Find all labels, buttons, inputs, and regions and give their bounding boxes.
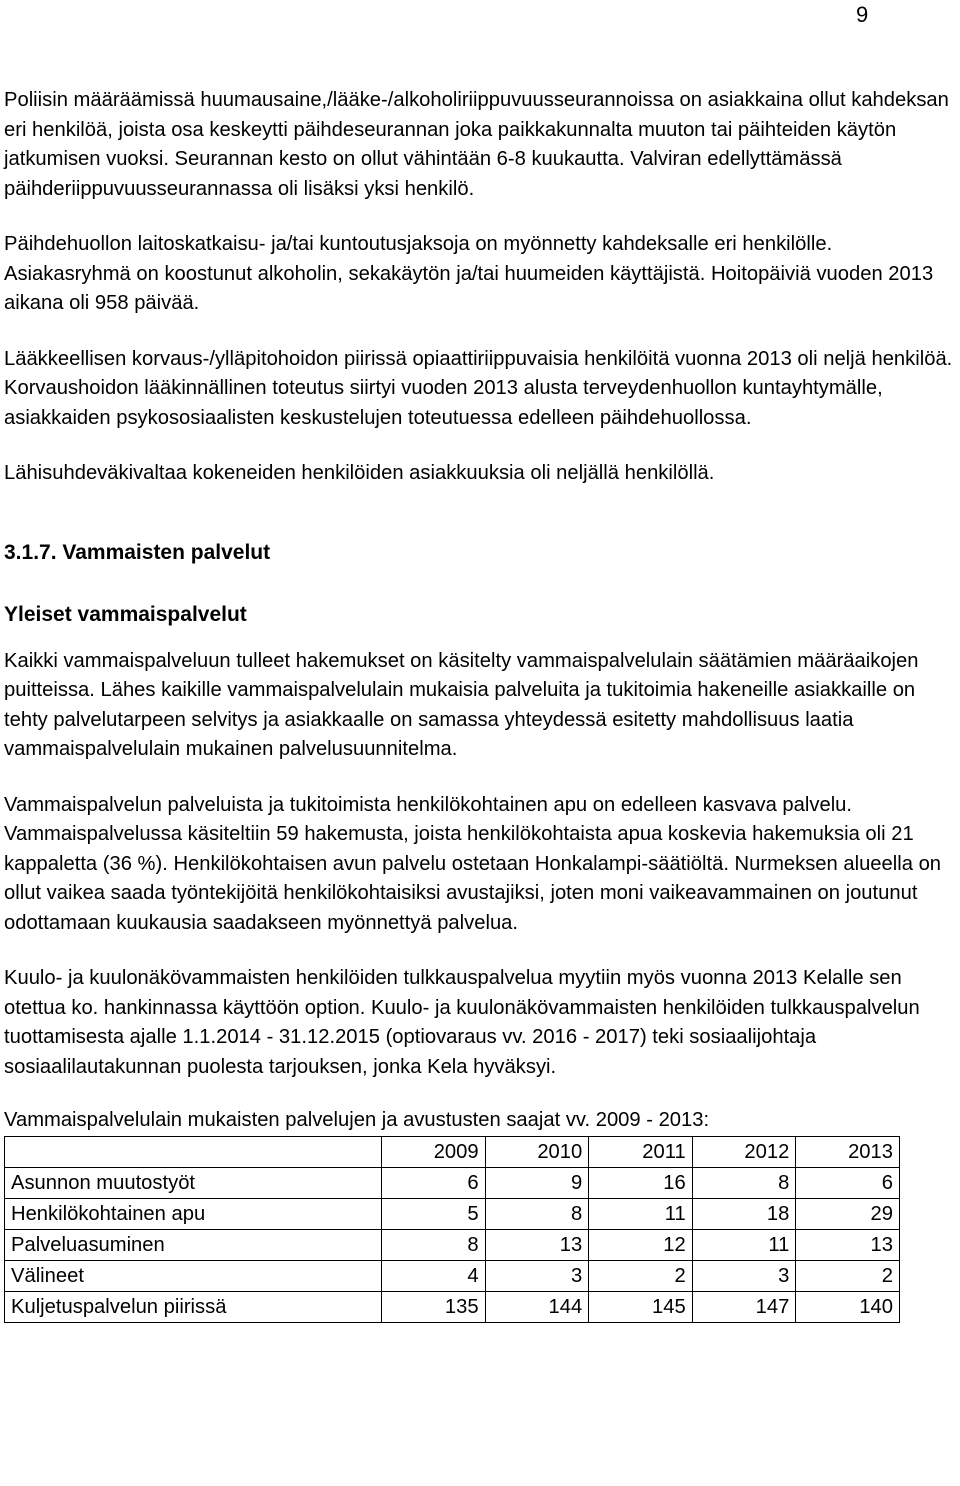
- table-cell: 6: [381, 1167, 485, 1198]
- paragraph-drug-monitoring: Poliisin määräämissä huumausaine,/lääke-/alkoholiriippuvuusseurannoissa on asiakkaina ollut kahdeksan eri henkilöä, joista osa keskeytti päihdeseurannan joka paikkakunnalta muuton tai päihteiden käytön jatkumisen vuoksi. Seurannan kesto on ollut vähintään 6-8 kuukautta. Valviran edellyttämässä päihderiippuvuusseurannassa oli lisäksi yksi henkilö.: [4, 89, 949, 200]
- table-cell: 140: [796, 1291, 900, 1322]
- table-year-header: 2010: [485, 1136, 589, 1167]
- table-cell: 4: [381, 1260, 485, 1291]
- row-label: Henkilökohtainen apu: [5, 1198, 382, 1229]
- table-cell: 145: [589, 1291, 692, 1322]
- table-cell: 12: [589, 1229, 692, 1260]
- table-cell: 135: [381, 1291, 485, 1322]
- table-cell: 8: [485, 1198, 589, 1229]
- table-cell: 9: [485, 1167, 589, 1198]
- table-cell: 8: [692, 1167, 796, 1198]
- table-row: [5, 1260, 900, 1291]
- table-cell: 144: [485, 1291, 589, 1322]
- row-label: Asunnon muutostyöt: [5, 1167, 382, 1198]
- table-corner-cell: [5, 1136, 382, 1167]
- table-header-row: [5, 1136, 900, 1167]
- table-cell: 147: [692, 1291, 796, 1322]
- recipients-table: [4, 1136, 900, 1323]
- subsection-heading: Yleiset vammaispalvelut: [4, 602, 247, 626]
- page-number: 9: [856, 2, 869, 27]
- row-label: Kuljetuspalvelun piirissä: [5, 1291, 382, 1322]
- table-cell: 2: [796, 1260, 900, 1291]
- table-year-header: 2012: [692, 1136, 796, 1167]
- table-cell: 18: [692, 1198, 796, 1229]
- table-year-header: 2013: [796, 1136, 900, 1167]
- table-cell: 13: [485, 1229, 589, 1260]
- section-heading: 3.1.7. Vammaisten palvelut: [4, 540, 271, 564]
- paragraph-personal-assistance: Vammaispalvelun palveluista ja tukitoimista henkilökohtainen apu on edelleen kasvava palvelu. Vammaispalvelussa käsiteltiin 59 hakemusta, joista henkilökohtaista apua koskevia hakemuksia oli 21 kappaletta (36 %). Henkilökohtaisen avun palvelu ostetaan Honkalampi-säätiöltä. Nurmeksen alueella on ollut vaikea saada työntekijöitä henkilökohtaisiksi avustajiksi, joten moni vaikeavammainen on joutunut odottamaan kuukausia saadakseen myönnettyä palvelua.: [4, 793, 942, 934]
- row-label: Välineet: [5, 1260, 382, 1291]
- table-cell: 11: [589, 1198, 692, 1229]
- table-cell: 29: [796, 1198, 900, 1229]
- table-row: [5, 1229, 900, 1260]
- table-row: [5, 1198, 900, 1229]
- paragraph-interpretation-services: Kuulo- ja kuulonäkövammaisten henkilöiden tulkkauspalvelua myytiin myös vuonna 2013 Kelalle sen otettua ko. hankinnassa käyttöön option. Kuulo- ja kuulonäkövammaisten henkilöiden tulkkauspalvelun tuottamisesta ajalle 1.1.2014 - 31.12.2015 (optiovaraus vv. 2016 - 2017) teki sosiaalijohtaja sosiaalilautakunnan puolesta tarjouksen, jonka Kela hyväksyi.: [4, 967, 920, 1078]
- table-cell: 3: [692, 1260, 796, 1291]
- table-cell: 3: [485, 1260, 589, 1291]
- paragraph-domestic-violence: Lähisuhdeväkivaltaa kokeneiden henkilöiden asiakkuuksia oli neljällä henkilöllä.: [4, 462, 715, 484]
- table-cell: 8: [381, 1229, 485, 1260]
- paragraph-applications: Kaikki vammaispalveluun tulleet hakemukset on käsitelty vammaispalvelulain säätämien määräaikojen puitteissa. Lähes kaikille vammaispalvelulain mukaisia palveluita ja tukitoimia hakeneille asiakkaille on tehty palvelutarpeen selvitys ja asiakkaalle on samassa yhteydessä esitetty mahdollisuus laatia vammaispalvelulain mukainen palvelusuunnitelma.: [4, 649, 919, 760]
- table-caption: Vammaispalvelulain mukaisten palvelujen ja avustusten saajat vv. 2009 - 2013:: [4, 1109, 710, 1131]
- table-cell: 11: [692, 1229, 796, 1260]
- paragraph-rehab-periods: Päihdehuollon laitoskatkaisu- ja/tai kuntoutusjaksoja on myönnetty kahdeksalle eri henkilölle. Asiakasryhmä on koostunut alkoholin, sekakäytön ja/tai huumeiden käyttäjistä. Hoitopäiviä vuoden 2013 aikana oli 958 päivää.: [4, 233, 934, 314]
- table-row: [5, 1167, 900, 1198]
- table-row: [5, 1291, 900, 1322]
- table-cell: 16: [589, 1167, 692, 1198]
- table-cell: 6: [796, 1167, 900, 1198]
- table-cell: 5: [381, 1198, 485, 1229]
- table-year-header: 2009: [381, 1136, 485, 1167]
- table-cell: 13: [796, 1229, 900, 1260]
- table-year-header: 2011: [589, 1136, 692, 1167]
- document-body: [4, 86, 956, 1323]
- paragraph-substitution-treatment: Lääkkeellisen korvaus-/ylläpitohoidon piirissä opiaattiriippuvaisia henkilöitä vuonna 2013 oli neljä henkilöä. Korvaushoidon lääkinnällinen toteutus siirtyi vuoden 2013 alusta terveydenhuollon kuntayhtymälle, asiakkaiden psykososiaalisten keskustelujen toteutuessa edelleen päihdehuollossa.: [4, 347, 953, 429]
- table-cell: 2: [589, 1260, 692, 1291]
- row-label: Palveluasuminen: [5, 1229, 382, 1260]
